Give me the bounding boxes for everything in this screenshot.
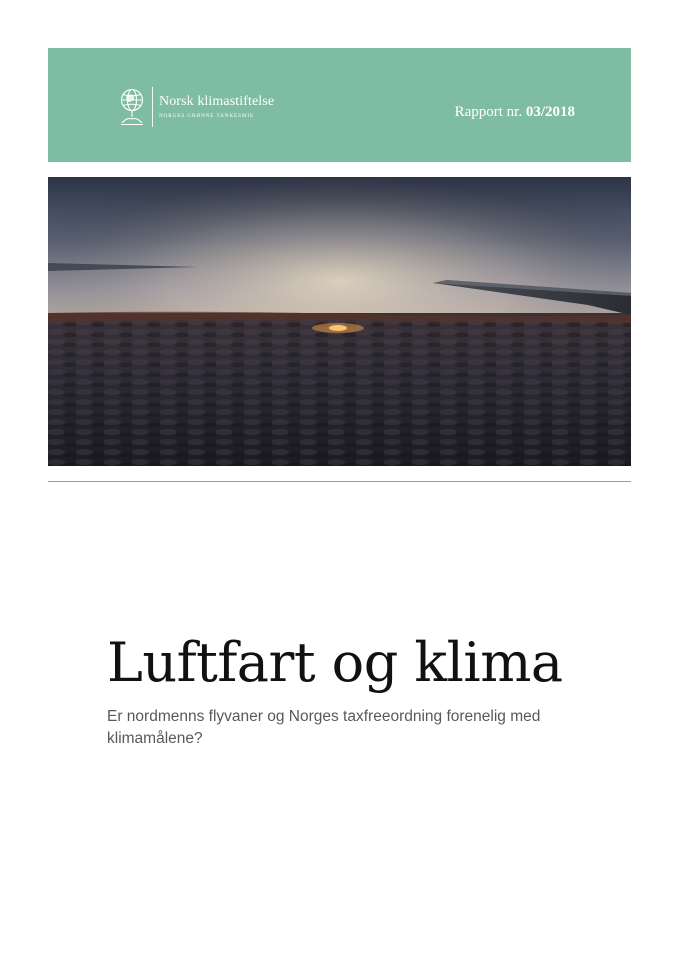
report-number — [455, 104, 575, 121]
logo-text — [159, 94, 274, 120]
document-subtitle: Er nordmenns flyvaner og Norges taxfreeordning forenelig med klimamålene? — [107, 708, 541, 747]
organization-tagline: NORGES GRØNNE TANKESMIE — [159, 113, 255, 119]
airplane-wing-over-clouds-sunset-photo — [48, 177, 631, 466]
report-number-value: 03/2018 — [525, 104, 575, 120]
organization-name: Norsk klimastiftelse — [159, 94, 275, 109]
header-band — [48, 48, 631, 162]
logo — [118, 86, 274, 128]
cover-photo — [48, 177, 631, 466]
divider-rule — [48, 481, 631, 482]
report-label: Rapport nr. — [454, 104, 523, 120]
logo-divider — [152, 87, 153, 127]
globe-book-icon — [118, 86, 146, 128]
document-title: Luftfart og klima — [107, 631, 563, 694]
